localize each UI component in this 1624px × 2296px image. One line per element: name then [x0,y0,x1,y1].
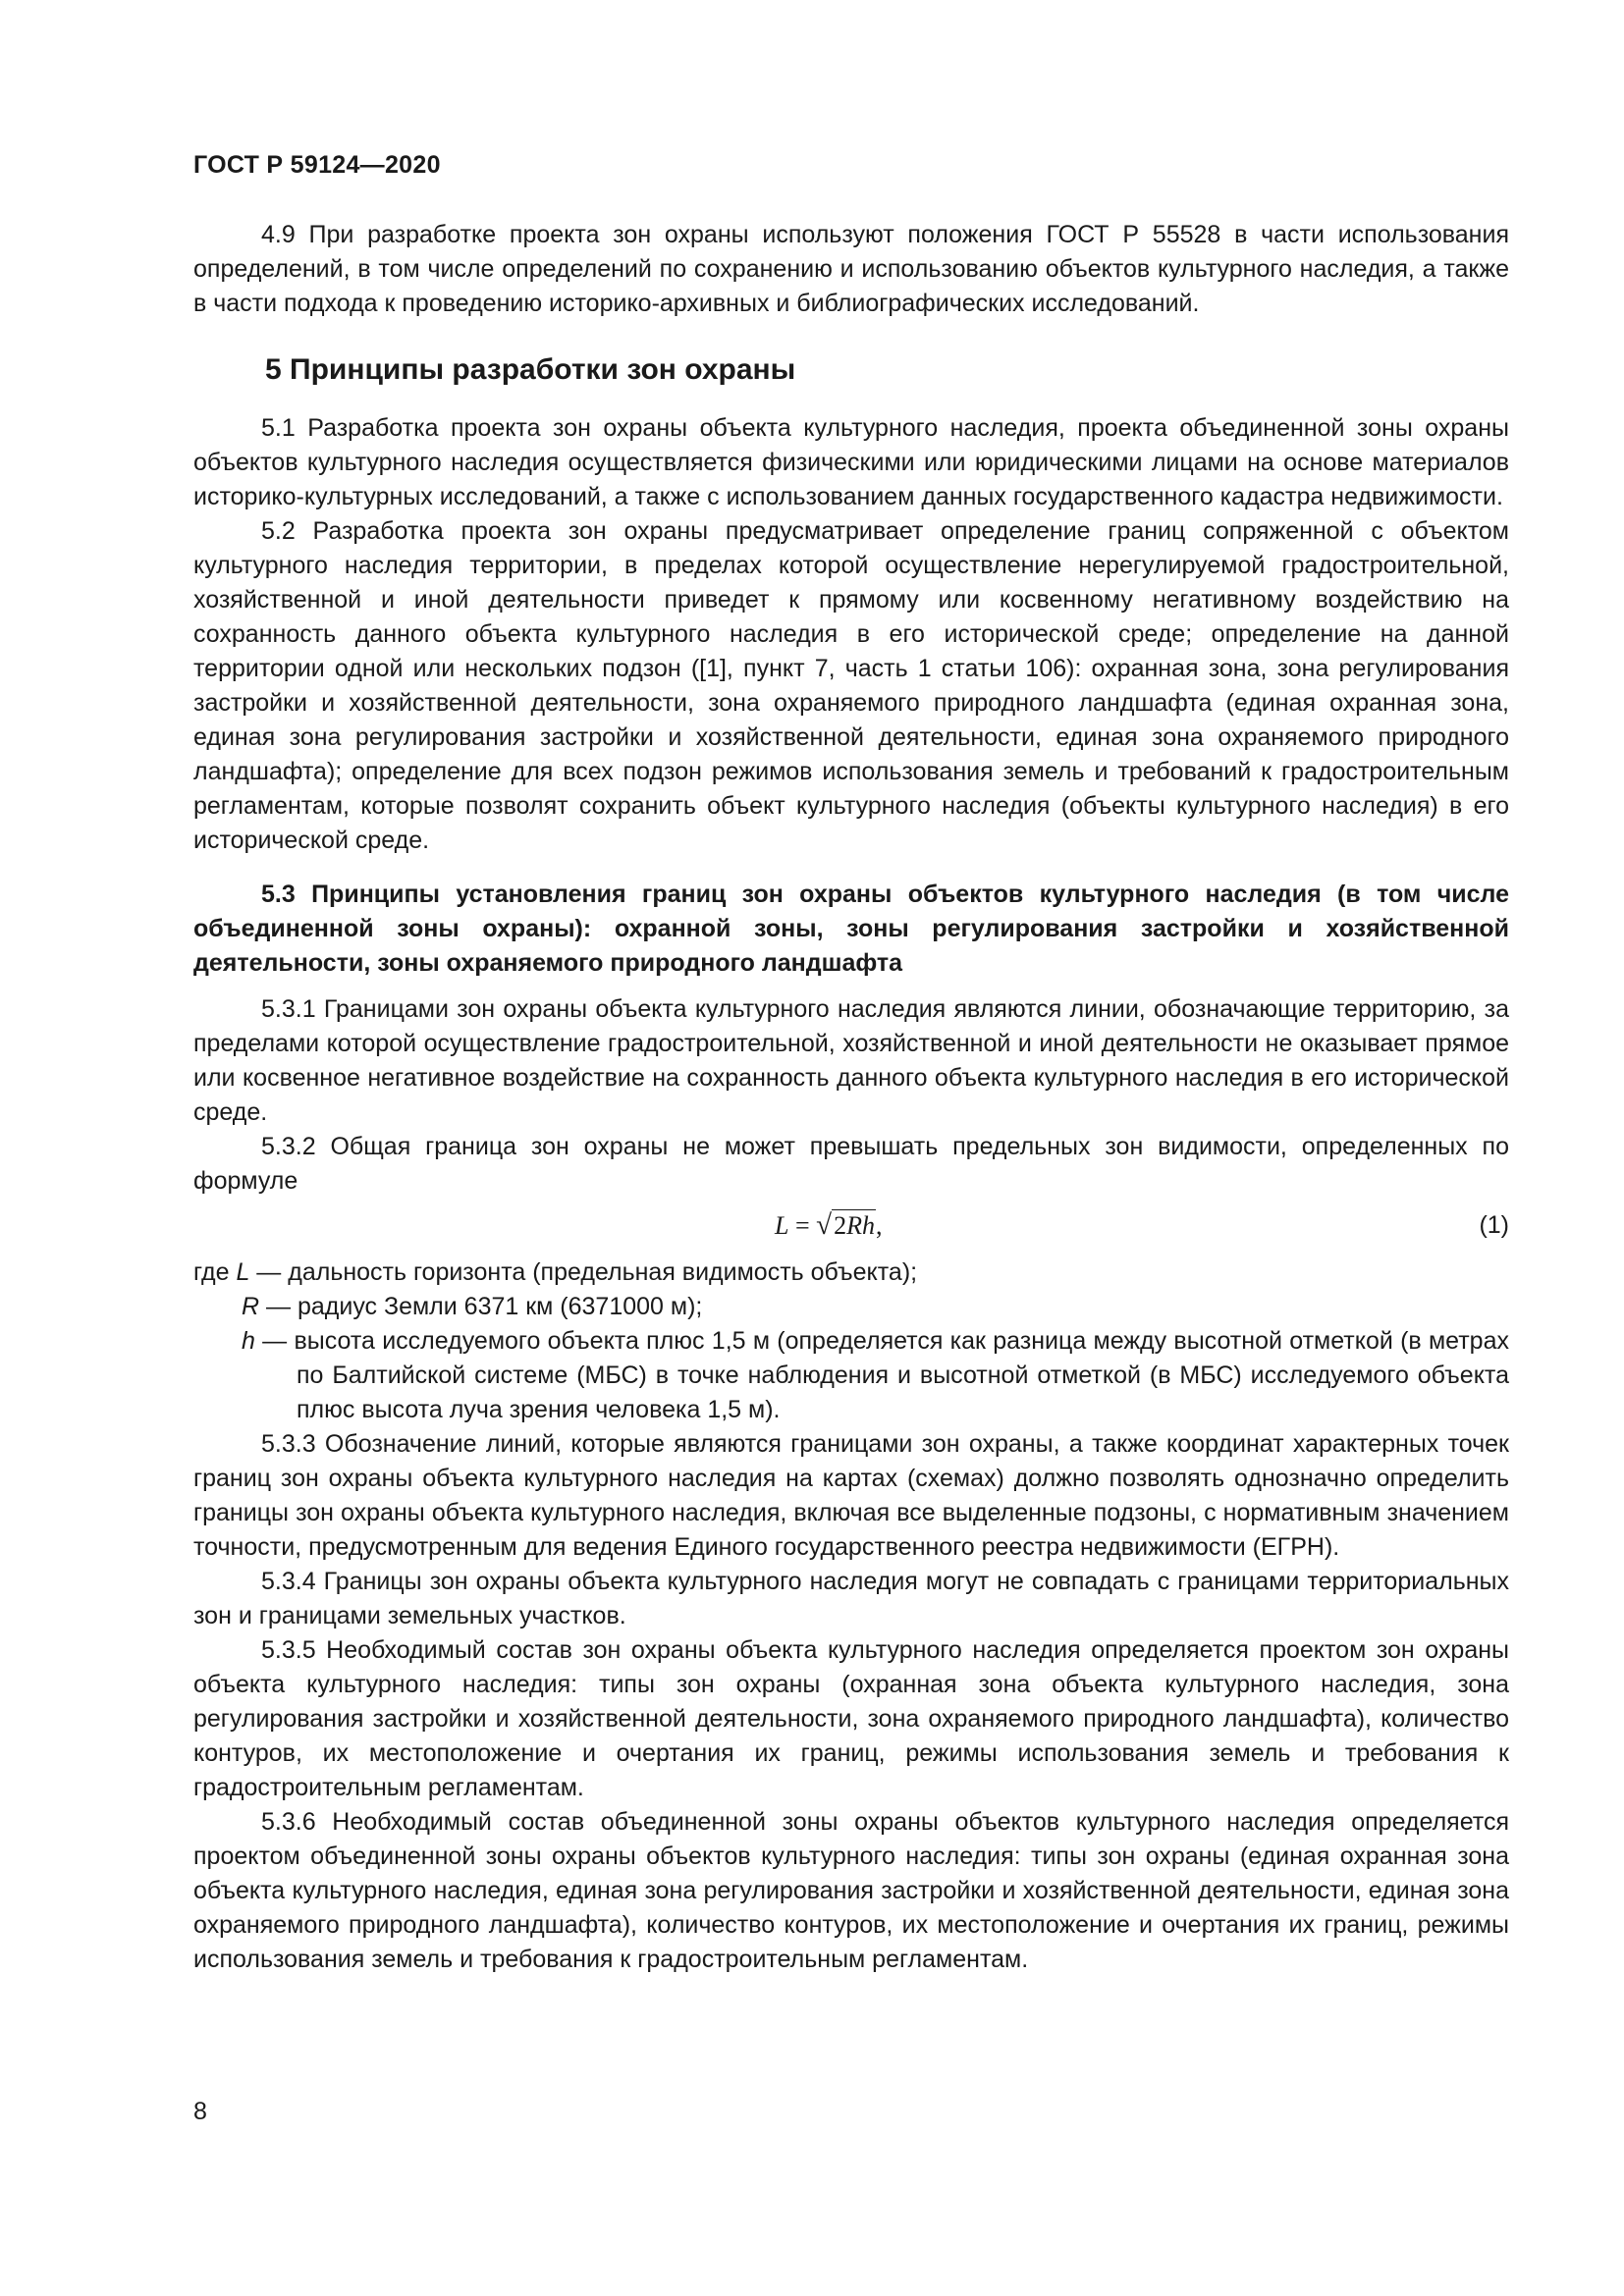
formula-lhs: L [775,1211,789,1240]
formula-trailing-comma: , [875,1211,883,1240]
page-number: 8 [193,2098,207,2125]
clause-5-3-2: 5.3.2 Общая граница зон охраны не может превышать предельных зон видимости, определенных по формуле [193,1133,1509,1195]
definition-R [193,1290,1509,1324]
formula-radicand [832,1209,876,1240]
definition-intro: где [193,1258,237,1286]
clause-4-9: 4.9 При разработке проекта зон охраны используют положения ГОСТ Р 55528 в части использования определений, в том числе определений по сохранению и использованию объектов культурного наследия, а также в части подхода к проведению историко-архивных и библиографических исследований. [193,221,1509,317]
definition-L-symbol: L [236,1258,250,1286]
definition-L-text: — дальность горизонта (предельная видимость объекта); [249,1258,918,1286]
formula-definitions [193,1255,1509,1427]
clause-5-3-5: 5.3.5 Необходимый состав зон охраны объекта культурного наследия определяется проектом зон охраны объекта культурного наследия: типы зон охраны (охранная зона объекта культурного наследия, зона регулирования застройки и хозяйственной деятельности, зона охраняемого природного ландшафта), количество контуров, их местоположение и очертания их границ, режимы использования земель и требования к градостроительным регламентам. [193,1636,1509,1801]
document-body [193,218,1509,1977]
definition-L [193,1255,1509,1290]
radicand-variables: Rh [846,1211,875,1240]
formula [775,1208,882,1243]
definition-h-symbol: h [242,1327,255,1355]
radicand-number: 2 [834,1211,847,1240]
radical-sign: √ [816,1209,833,1241]
clause-5-3-4: 5.3.4 Границы зон охраны объекта культурного наследия могут не совпадать с границами территориальных зон и границами земельных участков. [193,1568,1509,1629]
clause-5-2: 5.2 Разработка проекта зон охраны предусматривает определение границ сопряженной с объектом культурного наследия территории, в пределах которой осуществление нерегулируемой градостроительной, хозяйственной и иной деятельности приведет к прямому или косвенному негативному воздействию на сохранность данного объекта культурного наследия в его исторической среде; определение на данной территории одной или нескольких подзон ([1], пункт 7, часть 1 статьи 106): охранная зона, зона регулирования застройки и хозяйственной деятельности, зона охраняемого природного ландшафта (единая охранная зона, единая зона регулирования застройки и хозяйственной деятельности, единая зона охраняемого природного ландшафта); определение для всех подзон режимов использования земель и требований к градостроительным регламентам, которые позволят сохранить объект культурного наследия (объекты культурного наследия) в его исторической среде. [193,517,1509,854]
definition-R-text: — радиус Земли 6371 км (6371000 м); [259,1293,703,1320]
formula-number: (1) [1479,1211,1509,1239]
clause-5-3-1: 5.3.1 Границами зон охраны объекта культурного наследия являются линии, обозначающие территорию, за пределами которой осуществление градостроительной, хозяйственной и иной деятельности не оказывает прямое или косвенное негативное воздействие на сохранность данного объекта культурного наследия в его исторической среде. [193,995,1509,1126]
section-heading: 5 Принципы разработки зон охраны [265,353,796,386]
clause-5-3-6: 5.3.6 Необходимый состав объединенной зоны охраны объектов культурного наследия определяется проектом объединенной зоны охраны объектов культурного наследия: типы зон охраны (единая охранная зона объекта культурного наследия, единая зона регулирования застройки и хозяйственной деятельности, единая зона охраняемого природного ландшафта), количество контуров, их местоположение и очертания их границ, режимы использования земель и требования к градостроительным регламентам. [193,1808,1509,1973]
formula-row [193,1204,1509,1252]
definition-h-text: — высота исследуемого объекта плюс 1,5 м (определяется как разница между высотной отметкой (в метрах по Балтийской системе (МБС) в точке наблюдения и высотной отметкой (в МБС) исследуемого объекта плюс высота луча зрения человека 1,5 м). [254,1327,1509,1423]
formula-equals: = [788,1211,817,1240]
clause-5-3-heading: 5.3 Принципы установления границ зон охраны объектов культурного наследия (в том числе объединенной зоны охраны): охранной зоны, зоны регулирования застройки и хозяйственной деятельности, зоны охраняемого природного ландшафта [193,881,1509,977]
clause-5-3-3: 5.3.3 Обозначение линий, которые являются границами зон охраны, а также координат характерных точек границ зон охраны объекта культурного наследия на картах (схемах) должно позволять однозначно определить границы зон охраны объекта культурного наследия, включая все выделенные подзоны, с нормативным значением точности, предусмотренным для ведения Единого государственного реестра недвижимости (ЕГРН). [193,1430,1509,1561]
definition-R-symbol: R [242,1293,260,1320]
document-header-standard-id: ГОСТ Р 59124—2020 [193,151,441,179]
clause-5-1: 5.1 Разработка проекта зон охраны объекта культурного наследия, проекта объединенной зоны охраны объектов культурного наследия осуществляется физическими или юридическими лицами на основе материалов историко-культурных исследований, а также с использованием данных государственного кадастра недвижимости. [193,414,1509,510]
definition-h [242,1324,1509,1427]
